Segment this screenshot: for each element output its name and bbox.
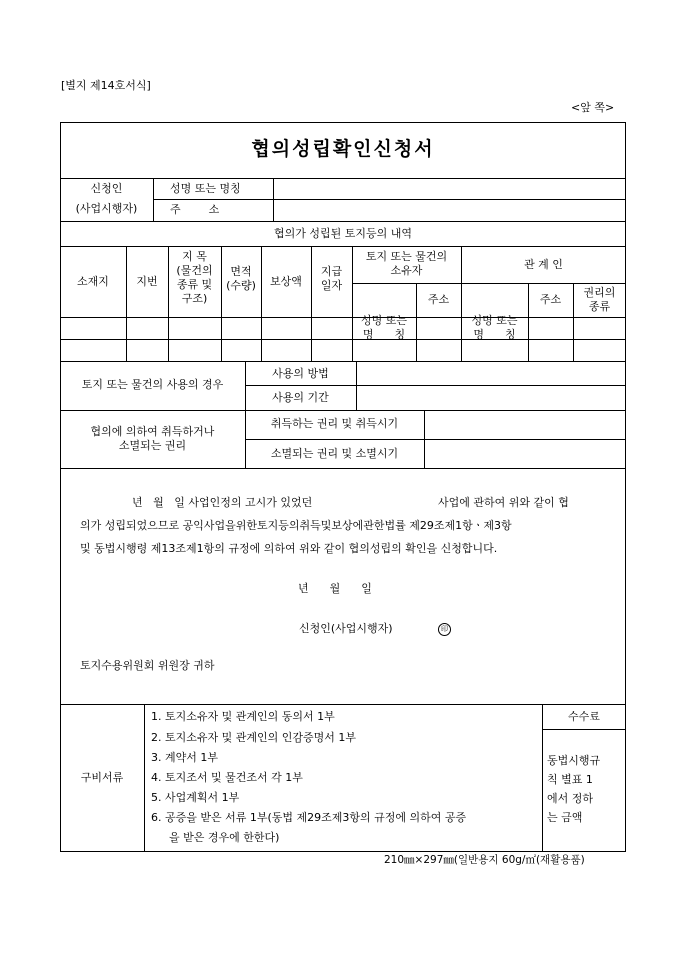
date-line: 년 월 일 (298, 582, 372, 595)
usage-period-field[interactable] (357, 386, 625, 410)
extinct-label: 소멸되는 권리 및 소멸시기 (270, 447, 399, 460)
fee-label: 수수료 (568, 710, 600, 723)
seal-icon: 印 (438, 623, 451, 636)
document-item: 2. 토지소유자 및 관계인의 인감증명서 1부 (151, 731, 356, 744)
addressee: 토지수용위원회 위원장 귀하 (80, 659, 215, 672)
usage-method-field[interactable] (357, 362, 625, 385)
col-lot: 지번 (136, 275, 158, 288)
address-label: 주 소 (170, 203, 220, 216)
table-line (542, 704, 543, 852)
rights-label: 협의에 의하여 취득하거나 소멸되는 권리 (90, 425, 215, 452)
table-line (60, 221, 626, 222)
usage-method-label: 사용의 방법 (272, 367, 329, 380)
document-item: 4. 토지조서 및 물건조서 각 1부 (151, 771, 303, 784)
section-title: 협의가 성립된 토지등의 내역 (273, 227, 412, 240)
col-owner-address: 주소 (427, 293, 450, 306)
extinct-field[interactable] (425, 440, 625, 468)
col-rights-type: 권리의 종류 (583, 286, 616, 313)
acquire-label: 취득하는 권리 및 취득시기 (270, 417, 399, 430)
table-line (60, 468, 626, 469)
acquire-field[interactable] (425, 411, 625, 439)
fee-text: 동법시행규 칙 별표 1 에서 정하 는 금액 (547, 754, 601, 824)
body-line-2: 의가 성립되었으므로 공익사업을위한토지등의취득및보상에관한법률 제29조제1항ㆍ제3항 (80, 519, 512, 532)
paper-size-note: 210㎜×297㎜(일반용지 60g/㎡(재활용품) (384, 854, 585, 866)
address-field[interactable] (274, 200, 625, 221)
document-item: 3. 계약서 1부 (151, 751, 218, 764)
table-line (153, 178, 154, 221)
document-item: 을 받은 경우에 한한다) (169, 831, 280, 844)
col-location: 소재지 (77, 275, 109, 288)
col-category: 지 목 (물건의 종류 및 구조) (176, 250, 213, 305)
form-label: [별지 제14호서식] (61, 79, 151, 92)
document-item: 6. 공증을 받은 서류 1부(동법 제29조제3항의 규정에 의하여 공증 (151, 811, 467, 824)
col-owner-name: 성명 또는 명 칭 (360, 314, 407, 341)
documents-label: 구비서류 (80, 771, 124, 784)
body-line-1b: 사업에 관하여 위와 같이 협 (438, 496, 569, 509)
table-line (542, 729, 626, 730)
col-pay-date: 지급 일자 (320, 265, 343, 292)
applicant-label: 신청인 (90, 182, 123, 195)
usage-period-label: 사용의 기간 (272, 391, 329, 404)
name-label: 성명 또는 명칭 (170, 182, 241, 195)
document-item: 5. 사업계획서 1부 (151, 791, 240, 804)
signer-label: 신청인(사업시행자) (299, 622, 393, 635)
document-item: 1. 토지소유자 및 관계인의 동의서 1부 (151, 710, 335, 723)
col-compensation: 보상액 (270, 275, 302, 288)
name-field[interactable] (274, 179, 625, 199)
body-line-1a: 년 월 일 사업인정의 고시가 있었던 (132, 496, 313, 509)
col-stakeholder-address: 주소 (539, 293, 562, 306)
table-line (144, 704, 145, 852)
col-owner-group: 토지 또는 물건의 소유자 (365, 250, 448, 277)
table-row[interactable] (61, 318, 625, 339)
table-line (352, 283, 626, 284)
usage-label: 토지 또는 물건의 사용의 경우 (81, 378, 224, 391)
body-line-3: 및 동법시행령 제13조제1항의 규정에 의하여 위와 같이 협의성립의 확인을 신청합니다. (80, 542, 498, 555)
table-line (60, 246, 626, 247)
col-stakeholder-group: 관 계 인 (524, 258, 563, 271)
table-row[interactable] (61, 340, 625, 361)
front-side-label: <앞 쪽> (571, 101, 615, 114)
table-border-top (60, 122, 626, 123)
page-title: 협의성립확인신청서 (251, 138, 435, 160)
col-area: 면적 (수량) (226, 265, 256, 292)
applicant-sublabel: (사업시행자) (75, 202, 138, 215)
col-stakeholder-name: 성명 또는 명 칭 (471, 314, 518, 341)
